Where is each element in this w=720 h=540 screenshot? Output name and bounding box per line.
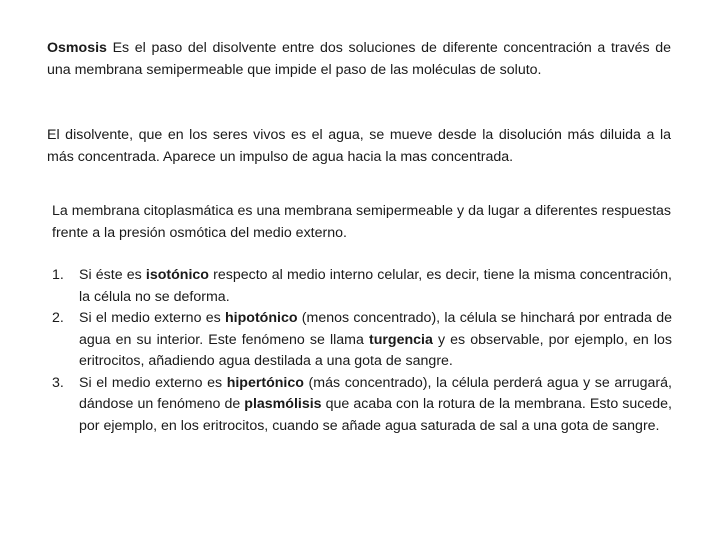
list-text: Si el medio externo es bbox=[79, 374, 227, 391]
list-item-hypotonic bbox=[52, 308, 672, 373]
solvent-paragraph bbox=[47, 125, 671, 168]
osmosis-term: Osmosis bbox=[47, 40, 107, 56]
osmosis-definition-text: Es el paso del disolvente entre dos soluciones de diferente concentración a través de una membrana semipermeable que impide el paso de las moléculas de soluto. bbox=[47, 40, 671, 78]
list-number: 1. bbox=[52, 267, 64, 283]
keyword-hypertonic: hipertónico bbox=[226, 374, 304, 391]
list-number: 3. bbox=[52, 374, 64, 391]
keyword-isotonic: isotónico bbox=[145, 267, 209, 283]
membrane-paragraph-text: La membrana citoplasmática es una membrana semipermeable y da lugar a diferentes respuestas frente a la presión osmótica del medio externo. bbox=[52, 203, 671, 241]
keyword-hypotonic: hipotónico bbox=[225, 310, 298, 326]
list-text: (menos concentrado), la célula se hinchará por entrada de agua en su interior. Este fenómeno se llama bbox=[79, 310, 672, 348]
keyword-turgencia: turgencia bbox=[369, 331, 433, 348]
list-item-hypertonic bbox=[52, 373, 672, 438]
list-text: Si éste es bbox=[79, 267, 146, 283]
list-text: y es observable, por ejemplo, en los eritrocitos, añadiendo agua destilada a una gota de sangre. bbox=[79, 331, 672, 369]
membrane-paragraph bbox=[52, 201, 671, 244]
list-number: 2. bbox=[52, 310, 64, 326]
responses-list bbox=[52, 265, 672, 437]
list-item-isotonic bbox=[52, 265, 672, 308]
list-text: (más concentrado), la célula perderá agua y se arrugará, dándose un fenómeno de bbox=[79, 374, 672, 412]
list-text: que acaba con la rotura de la membrana. Esto sucede, por ejemplo, en los eritrocitos, cuando se añade agua saturada de sal a una gota de sangre. bbox=[79, 396, 672, 434]
list-text: Si el medio externo es bbox=[79, 310, 225, 326]
list-text: respecto al medio interno celular, es decir, tiene la misma concentración, la célula no se deforma. bbox=[79, 267, 672, 305]
osmosis-definition bbox=[47, 38, 671, 81]
keyword-plasmolisis: plasmólisis bbox=[244, 396, 322, 412]
solvent-paragraph-text: El disolvente, que en los seres vivos es el agua, se mueve desde la disolución más diluida a la más concentrada. Aparece un impulso de agua hacia la mas concentrada. bbox=[47, 127, 671, 165]
